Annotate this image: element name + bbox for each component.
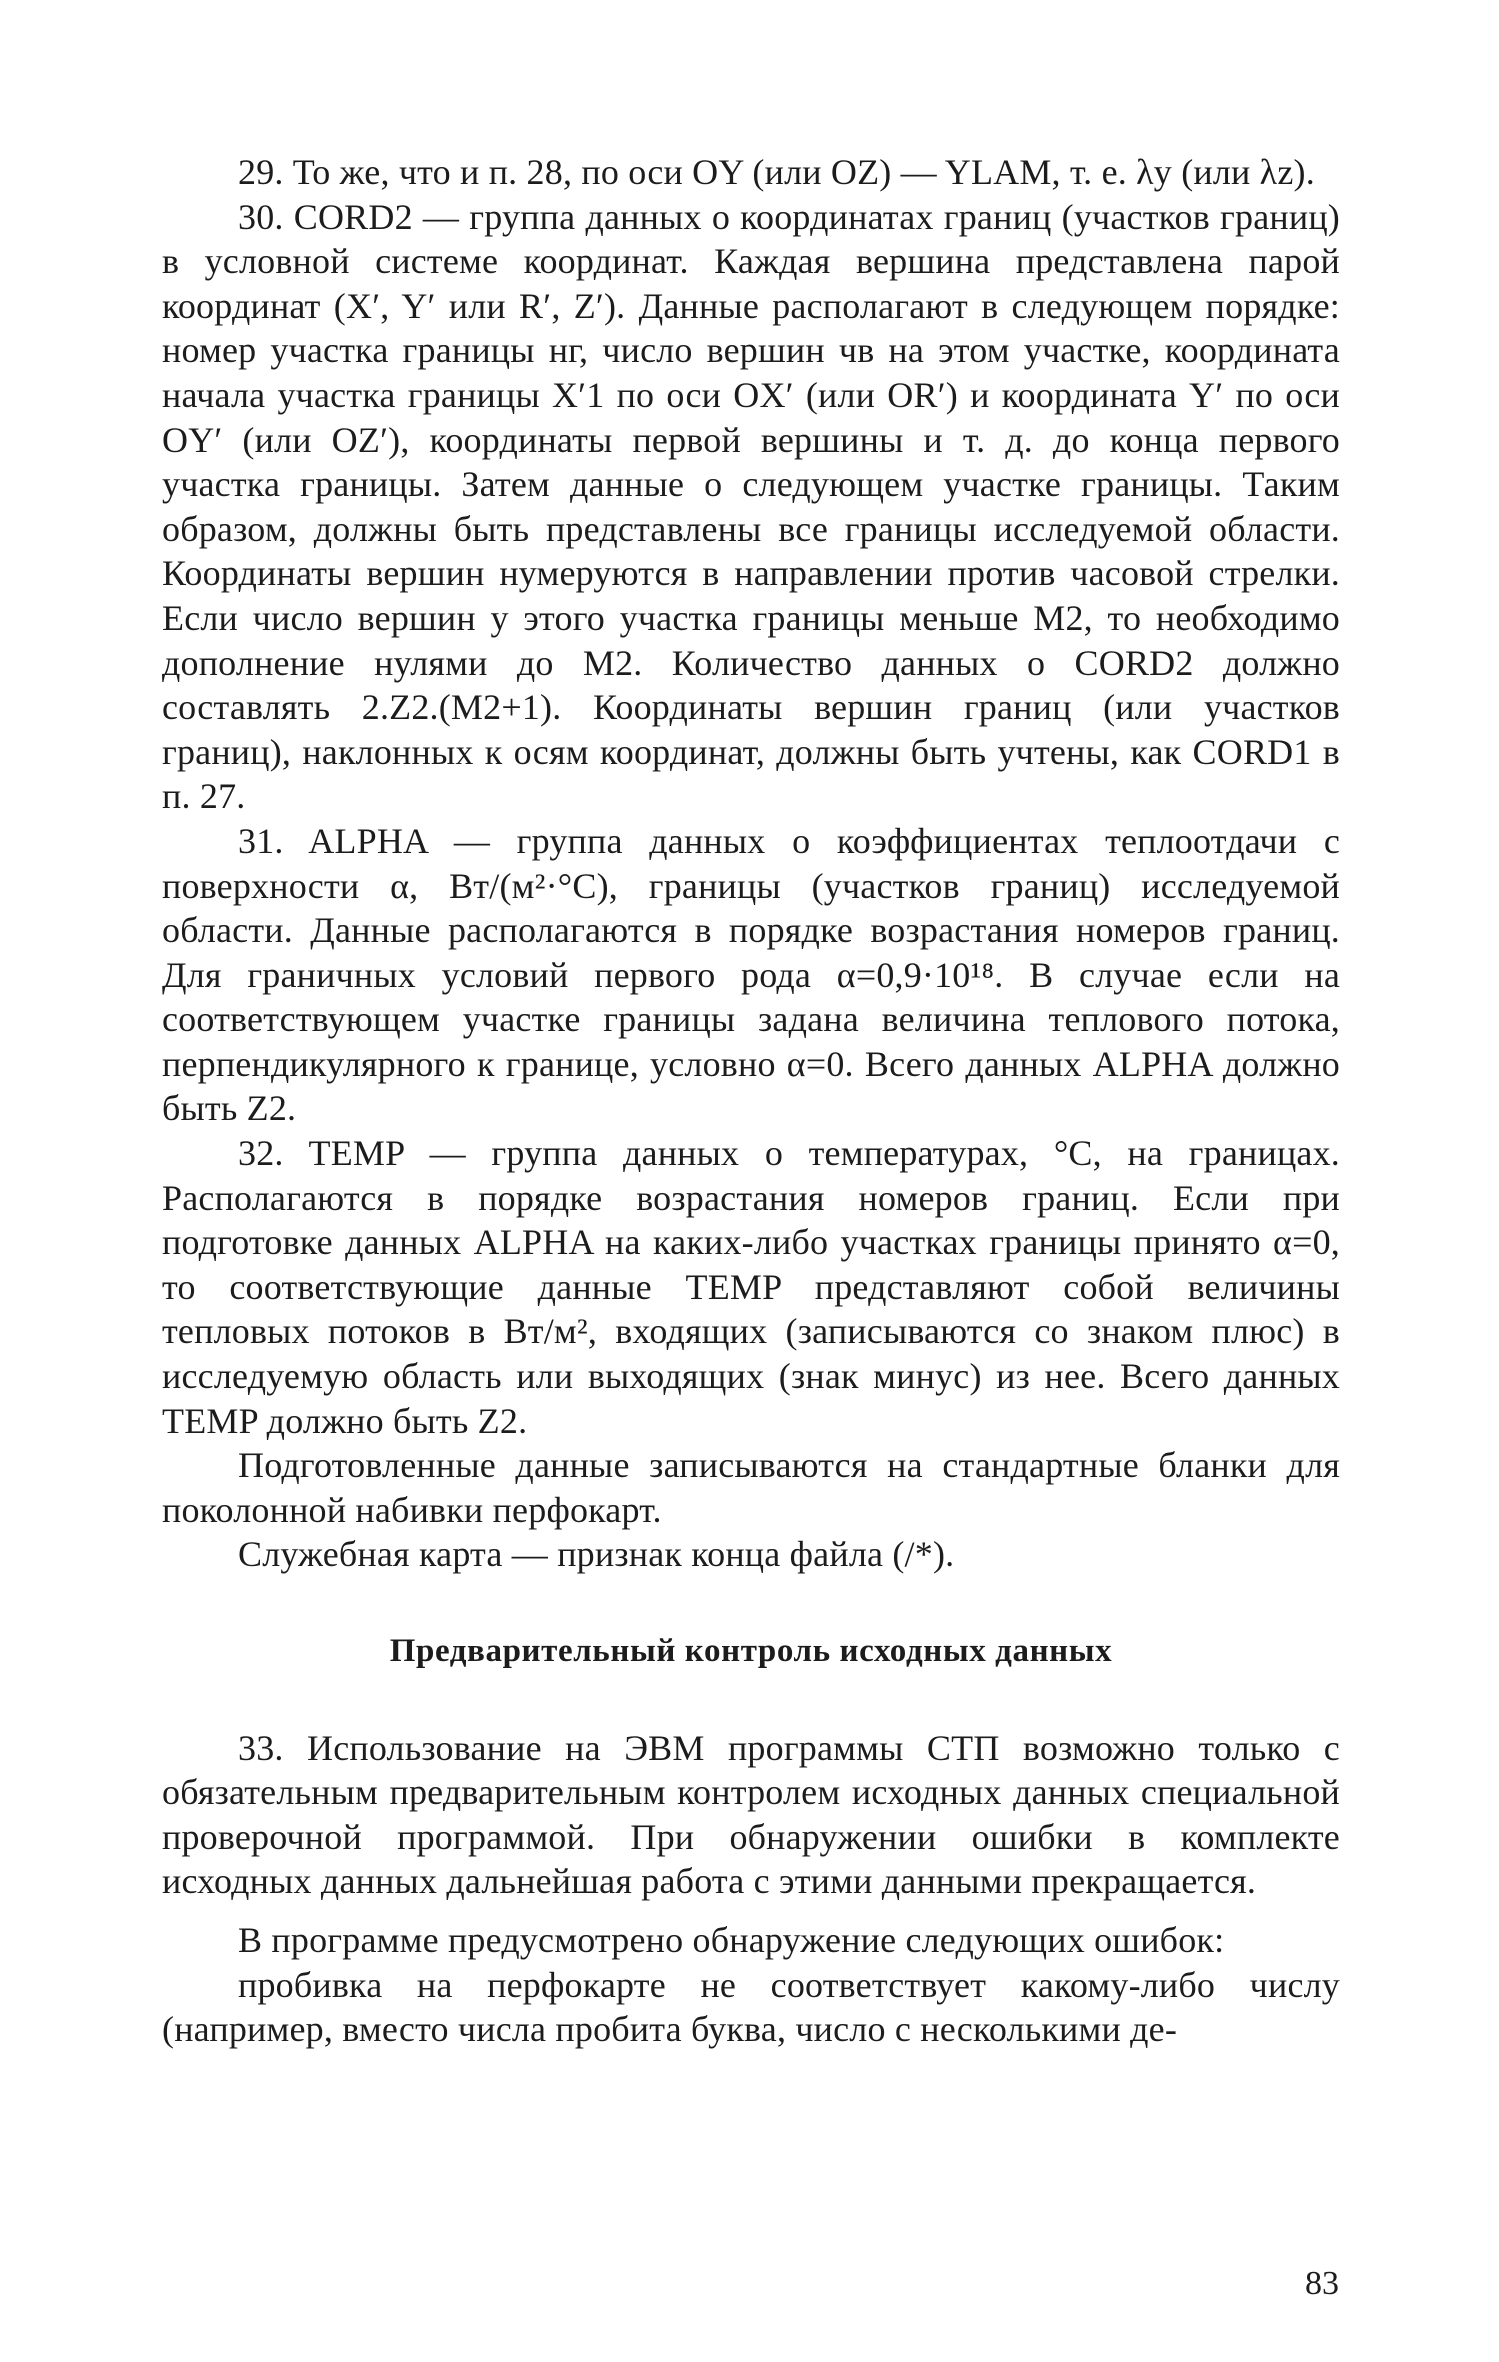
paragraph-errors-first: пробивка на перфокарте не соответствует какому-либо числу (например, вместо числа пробита буква, число с несколькими де- — [162, 1964, 1340, 2050]
section-heading: Предварительный контроль исходных данных — [389, 1633, 1113, 1669]
paragraph-service-card: Служебная карта — признак конца файла (/*). — [238, 1534, 955, 1575]
paragraph-gap — [162, 1904, 1340, 1918]
paragraph-30: 30. CORD2 — группа данных о координатах границ (участков границ) в условной системе координат. Каждая вершина представлена парой координат (X′, Y′ или R′, Z′). Данные располагают в следующем порядке: номер участка границы нг, число вершин чв на этом участке, координата начала участка границы X′1 по оси OX′ (или OR′) и координата Y′ по оси OY′ (или OZ′), координаты первой вершины и т. д. до конца первого участка границы. Затем данные о следующем участке границы. Таким образом, должны быть представлены все границы исследуемой области. Координаты вершин нумеруются в направлении против часовой стрелки. Если число вершин у этого участка границы меньше M2, то необходимо дополнение нулями до M2. Количество данных о CORD2 должно составлять 2.Z2.(M2+1). Координаты вершин границ (или участков границ), наклонных к осям координат, должны быть учтены, как CORD1 в п. 27. — [162, 196, 1340, 817]
paragraph-errors-intro: В программе предусмотрено обнаружение следующих ошибок: — [238, 1919, 1225, 1960]
paragraph-prepared-data: Подготовленные данные записываются на стандартные бланки для поколонной набивки перфокарт. — [162, 1445, 1340, 1530]
paragraph-29: 29. То же, что и п. 28, по оси OY (или OZ) — YLAM, т. е. λy (или λz). — [238, 152, 1315, 192]
page-number: 83 — [1305, 2265, 1339, 2302]
paragraph-32: 32. TEMP — группа данных о температурах, °C, на границах. Располагаются в порядке возрастания номеров границ. Если при подготовке данных ALPHA на каких-либо участках границы принято α=0, то соответствующие данные TEMP представляют собой величины тепловых потоков в Вт/м², входящих (записываются со знаком плюс) в исследуемую область или выходящих (знак минус) из нее. Всего данных TEMP должно быть Z2. — [162, 1133, 1340, 1441]
paragraph-31: 31. ALPHA — группа данных о коэффициентах теплоотдачи с поверхности α, Вт/(м²·°C), границы (участков границ) исследуемой области. Данные располагаются в порядке возрастания номеров границ. Для граничных условий первого рода α=0,9·10¹⁸. В случае если на соответствующем участке границы задана величина теплового потока, перпендикулярного к границе, условно α=0. Всего данных ALPHA должно быть Z2. — [162, 820, 1340, 1129]
paragraph-33: 33. Использование на ЭВМ программы СТП возможно только с обязательным предварительным контролем исходных данных специальной проверочной программой. При обнаружении ошибки в комплекте исходных данных дальнейшая работа с этими данными прекращается. — [162, 1727, 1340, 1902]
page-body — [162, 150, 1340, 2052]
